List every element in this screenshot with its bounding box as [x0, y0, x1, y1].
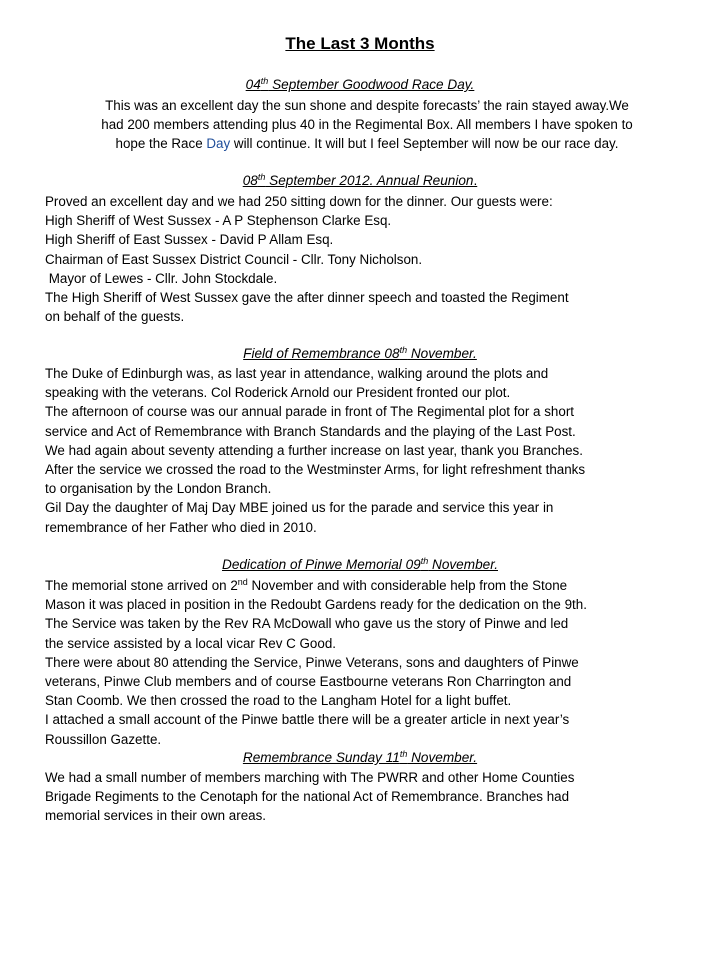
text-line: Gil Day the daughter of Maj Day MBE joined us for the parade and service this year in: [45, 500, 554, 516]
text-line: the service assisted by a local vicar Rev C Good.: [45, 635, 336, 651]
text-line: memorial services in their own areas.: [45, 808, 267, 824]
text-line: The Duke of Edinburgh was, as last year in attendance, walking around the plots and: [45, 366, 549, 381]
text-line: veterans, Pinwe Club members and of course Eastbourne veterans Ron Charrington and: [45, 674, 572, 690]
section-body-reunion: [45, 192, 705, 326]
text-line: The High Sheriff of West Sussex gave the after dinner speech and toasted the Regiment: [45, 290, 569, 306]
text-line: Brigade Regiments to the Cenotaph for the national Act of Remembrance. Branches had: [45, 789, 570, 805]
section-heading-goodwood: 04th September Goodwood Race Day.: [245, 76, 475, 92]
text-line: We had a small number of members marching with The PWRR and other Home Counties: [45, 770, 575, 785]
text-line: speaking with the veterans. Col Roderick Arnold our President fronted our plot.: [45, 385, 511, 401]
text-line: We had again about seventy attending a further increase on last year, thank you Branches.: [45, 442, 583, 458]
text-line: hope the Race Day will continue. It will but I feel September will now be our race day.: [115, 136, 619, 152]
text-line: on behalf of the guests.: [45, 309, 185, 325]
page-title: The Last 3 Months: [285, 34, 435, 53]
text-line: I attached a small account of the Pinwe battle there will be a greater article in next year’s: [45, 712, 570, 728]
text-line: Mayor of Lewes - Cllr. John Stockdale.: [45, 270, 278, 286]
text-line: Mason it was placed in position in the Redoubt Gardens ready for the dedication on the 9th.: [45, 597, 587, 613]
text-line: The memorial stone arrived on 2nd November and with considerable help from the Stone: [45, 577, 568, 593]
text-line: The afternoon of course was our annual parade in front of The Regimental plot for a short: [45, 404, 574, 420]
text-line: There were about 80 attending the Service, Pinwe Veterans, sons and daughters of Pinwe: [45, 654, 579, 670]
section-heading-reunion: 08th September 2012. Annual Reunion.: [242, 172, 478, 188]
section-heading-field-of-remembrance: Field of Remembrance 08th November.: [243, 345, 477, 361]
text-line: service and Act of Remembrance with Branch Standards and the playing of the Last Post.: [45, 423, 576, 439]
section-heading-pinwe-memorial: Dedication of Pinwe Memorial 09th November.: [222, 556, 498, 572]
section-body-remembrance-sunday: [45, 768, 705, 826]
text-line: The Service was taken by the Rev RA McDowall who gave us the story of Pinwe and led: [45, 616, 569, 632]
section-body-pinwe-memorial: [45, 576, 705, 749]
text-line: This was an excellent day the sun shone and despite forecasts’ the rain stayed away.We: [105, 98, 629, 113]
text-line: to organisation by the London Branch.: [45, 481, 272, 497]
text-line: had 200 members attending plus 40 in the Regimental Box. All members I have spoken to: [101, 117, 633, 133]
section-body-goodwood: [44, 96, 690, 154]
text-line: Proved an excellent day and we had 250 sitting down for the dinner. Our guests were:: [45, 194, 553, 209]
text-line: High Sheriff of East Sussex - David P Allam Esq.: [45, 232, 334, 248]
section-body-field-of-remembrance: [45, 364, 705, 537]
text-line: remembrance of her Father who died in 2010.: [45, 519, 317, 535]
text-line: Roussillon Gazette.: [45, 731, 162, 747]
text-line: Stan Coomb. We then crossed the road to the Langham Hotel for a light buffet.: [45, 693, 512, 709]
text-line: After the service we crossed the road to the Westminster Arms, for light refreshment thanks: [45, 462, 586, 478]
section-heading-remembrance-sunday: Remembrance Sunday 11th November.: [242, 749, 478, 765]
text-line: Chairman of East Sussex District Council - Cllr. Tony Nicholson.: [45, 251, 423, 267]
text-line: High Sheriff of West Sussex - A P Stephenson Clarke Esq.: [45, 213, 392, 229]
